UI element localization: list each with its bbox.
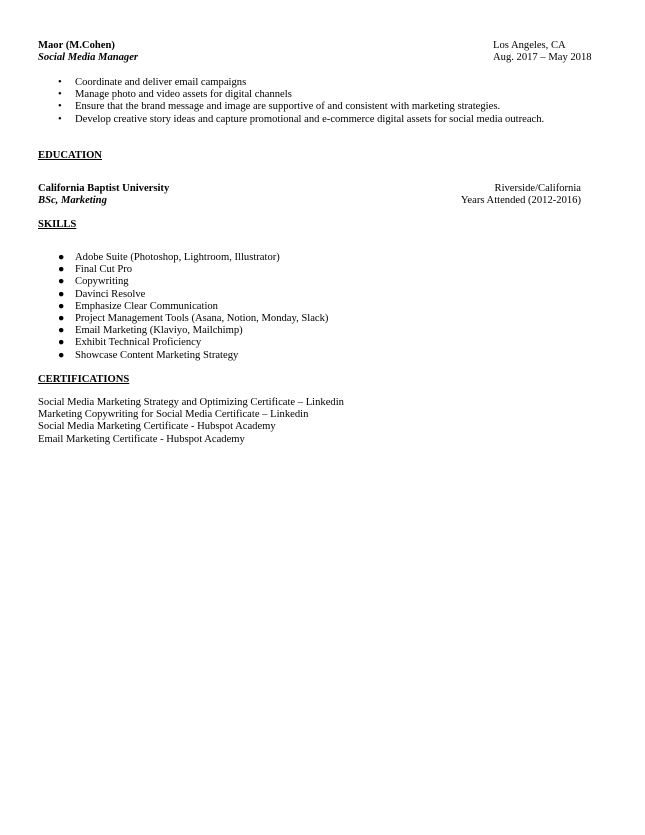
skills-heading: SKILLS <box>38 219 77 230</box>
bullet-disc-icon: ● <box>58 276 65 288</box>
list-item: • Ensure that the brand message and image are supportive of and consistent with marketing strategies. <box>58 101 501 113</box>
certifications-list <box>38 397 344 446</box>
list-item: Marketing Copywriting for Social Media Certificate – Linkedin <box>38 409 309 421</box>
list-item: ● Emphasize Clear Communication <box>58 300 218 312</box>
bullet-disc-icon: ● <box>58 288 65 300</box>
job-dates: Aug. 2017 – May 2018 <box>493 52 592 63</box>
list-item: Social Media Marketing Strategy and Optimizing Certificate – Linkedin <box>38 397 344 408</box>
experience-bullets <box>38 77 544 126</box>
education-degree-row <box>38 195 581 207</box>
list-item: ● Copywriting <box>58 276 129 288</box>
school-location: Riverside/California <box>494 183 581 194</box>
company-name: Maor (M.Cohen) <box>38 40 115 51</box>
skills-list <box>38 252 328 362</box>
list-item: • Develop creative story ideas and capture promotional and e-commerce digital assets for social media outreach. <box>58 113 545 125</box>
experience-header-row <box>38 40 593 52</box>
list-item: ● Adobe Suite (Photoshop, Lightroom, Illustrator) <box>58 252 280 263</box>
list-item: ● Final Cut Pro <box>58 264 133 276</box>
bullet-dot-icon: • <box>58 101 62 113</box>
list-item: • Manage photo and video assets for digital channels <box>58 89 292 101</box>
list-item: ● Exhibit Technical Proficiency <box>58 337 202 349</box>
certifications-heading: CERTIFICATIONS <box>38 374 130 385</box>
bullet-dot-icon: • <box>58 77 62 88</box>
bullet-disc-icon: ● <box>58 300 65 312</box>
bullet-disc-icon: ● <box>58 312 65 324</box>
bullet-disc-icon: ● <box>58 264 65 276</box>
education-header-row <box>38 183 581 195</box>
bullet-disc-icon: ● <box>58 349 65 361</box>
bullet-disc-icon: ● <box>58 337 65 349</box>
school-name: California Baptist University <box>38 183 170 194</box>
list-item: ● Showcase Content Marketing Strategy <box>58 349 239 361</box>
experience-title-row <box>38 52 593 64</box>
years-attended: Years Attended (2012-2016) <box>460 195 581 206</box>
bullet-dot-icon: • <box>58 89 62 101</box>
degree: BSc, Marketing <box>38 195 107 206</box>
list-item: Social Media Marketing Certificate - Hubspot Academy <box>38 421 276 433</box>
bullet-disc-icon: ● <box>58 325 65 337</box>
company-location: Los Angeles, CA <box>493 40 566 51</box>
education-heading: EDUCATION <box>38 150 102 161</box>
bullet-disc-icon: ● <box>58 252 65 263</box>
list-item: ● Email Marketing (Klaviyo, Mailchimp) <box>58 325 243 337</box>
list-item: • Coordinate and deliver email campaigns <box>58 77 247 88</box>
list-item: ● Davinci Resolve <box>58 288 146 300</box>
list-item: ● Project Management Tools (Asana, Notion, Monday, Slack) <box>58 312 329 324</box>
job-title: Social Media Manager <box>38 52 139 63</box>
bullet-dot-icon: • <box>58 113 62 125</box>
list-item: Email Marketing Certificate - Hubspot Academy <box>38 433 245 445</box>
